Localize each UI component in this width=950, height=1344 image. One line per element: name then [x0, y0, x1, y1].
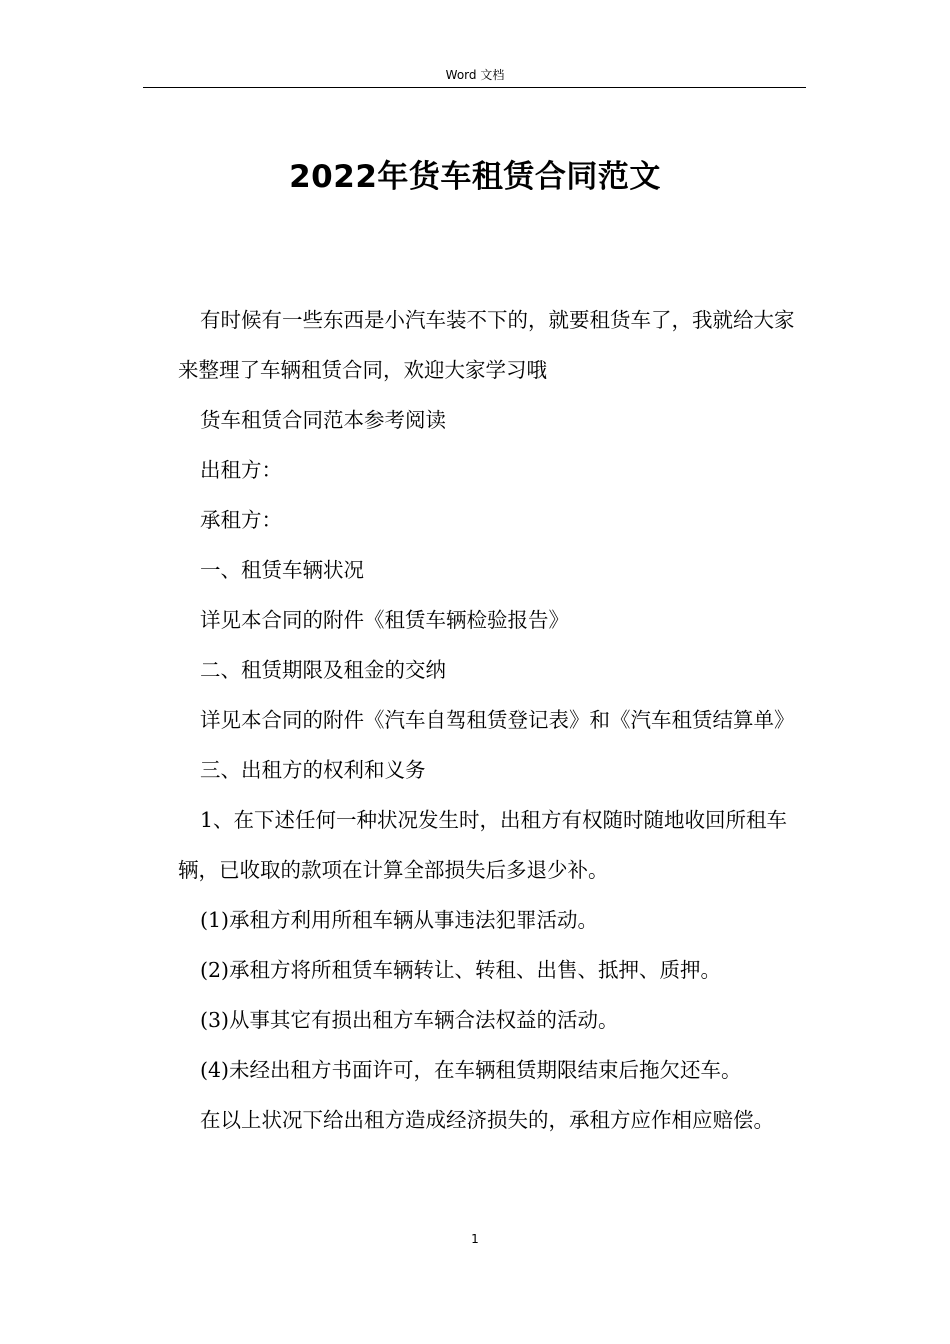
section-heading: 三、出租方的权利和义务	[200, 758, 426, 782]
page-header: Word 文档	[445, 68, 505, 82]
document-body	[178, 295, 808, 1145]
paragraph: 在以上状况下给出租方造成经济损失的，承租方应作相应赔偿。	[200, 1108, 774, 1132]
list-item: (1)承租方利用所租车辆从事违法犯罪活动。	[200, 908, 599, 932]
section-heading: 一、租赁车辆状况	[200, 558, 364, 582]
paragraph: 承租方：	[200, 508, 282, 532]
paragraph: 货车租赁合同范本参考阅读	[200, 408, 446, 432]
paragraph: 详见本合同的附件《汽车自驾租赁登记表》和《汽车租赁结算单》	[200, 708, 795, 732]
header-divider	[143, 87, 806, 88]
paragraph: 1、在下述任何一种状况发生时，出租方有权随时随地收回所租车辆，已收取的款项在计算全部损失后多退少补。	[178, 808, 788, 882]
page-number: 1	[471, 1232, 479, 1246]
paragraph: 有时候有一些东西是小汽车装不下的，就要租货车了，我就给大家来整理了车辆租赁合同，欢迎大家学习哦	[178, 308, 795, 382]
list-item: (3)从事其它有损出租方车辆合法权益的活动。	[200, 1008, 619, 1032]
list-item: (2)承租方将所租赁车辆转让、转租、出售、抵押、质押。	[200, 958, 722, 982]
list-item: (4)未经出租方书面许可，在车辆租赁期限结束后拖欠还车。	[200, 1058, 742, 1082]
paragraph: 详见本合同的附件《租赁车辆检验报告》	[200, 608, 569, 632]
section-heading: 二、租赁期限及租金的交纳	[200, 658, 446, 682]
paragraph: 出租方：	[200, 458, 282, 482]
document-title: 2022年货车租赁合同范文	[289, 159, 661, 195]
